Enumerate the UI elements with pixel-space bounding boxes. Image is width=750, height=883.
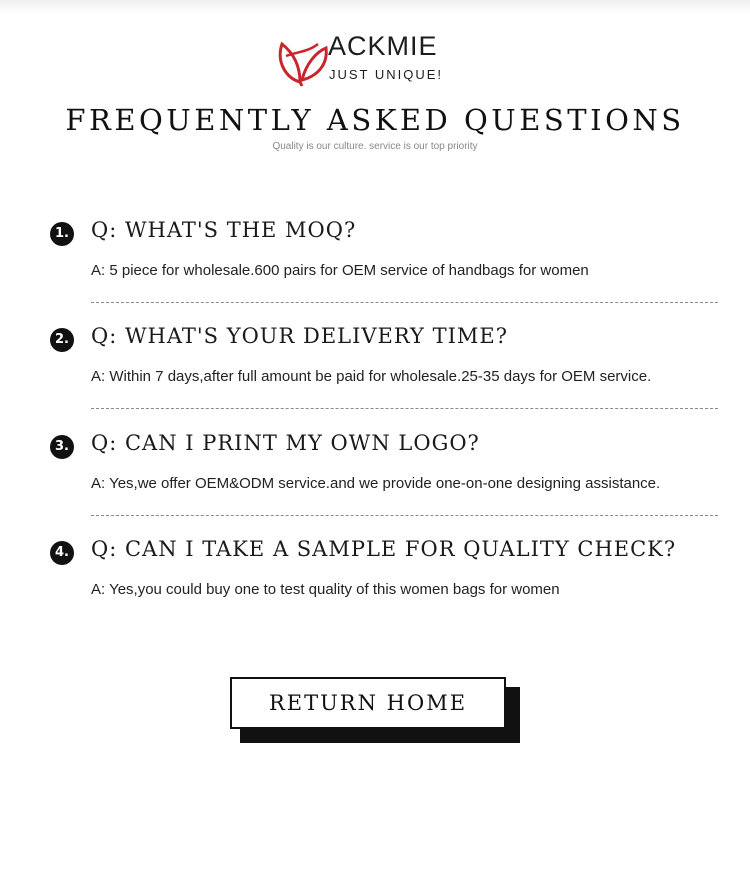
faq-answer: A: Yes,we offer OEM&ODM service.and we provide one-on-one designing assistance.: [91, 475, 661, 492]
return-home-area: [230, 677, 520, 743]
brand-logo[interactable]: [272, 30, 472, 90]
number-badge: 4.: [50, 541, 74, 565]
faq-answer: A: 5 piece for wholesale.600 pairs for OEM service of handbags for women: [91, 262, 589, 279]
dashed-divider: [91, 515, 718, 516]
brand-tagline: JUST UNIQUE!: [329, 67, 444, 82]
faq-question: Q: WHAT'S THE MOQ?: [91, 218, 357, 242]
dashed-divider: [91, 302, 718, 303]
page-subtitle: Quality is our culture. service is our top priority: [272, 141, 478, 152]
number-badge: 2.: [50, 328, 74, 352]
top-shadow: [0, 0, 750, 14]
leaf-logo-icon: [272, 30, 332, 90]
dashed-divider: [91, 408, 718, 409]
faq-question: Q: WHAT'S YOUR DELIVERY TIME?: [91, 324, 508, 348]
faq-answer: A: Within 7 days,after full amount be paid for wholesale.25-35 days for OEM service.: [91, 368, 652, 385]
number-badge: 3.: [50, 435, 74, 459]
return-home-button[interactable]: RETURN HOME: [230, 677, 506, 729]
faq-question: Q: CAN I TAKE A SAMPLE FOR QUALITY CHECK?: [91, 537, 677, 561]
number-badge: 1.: [50, 222, 74, 246]
faq-question: Q: CAN I PRINT MY OWN LOGO?: [91, 431, 480, 455]
faq-answer: A: Yes,you could buy one to test quality of this women bags for women: [91, 581, 560, 598]
brand-name: ACKMIE: [328, 31, 438, 61]
page-title: FREQUENTLY ASKED QUESTIONS: [65, 103, 685, 137]
